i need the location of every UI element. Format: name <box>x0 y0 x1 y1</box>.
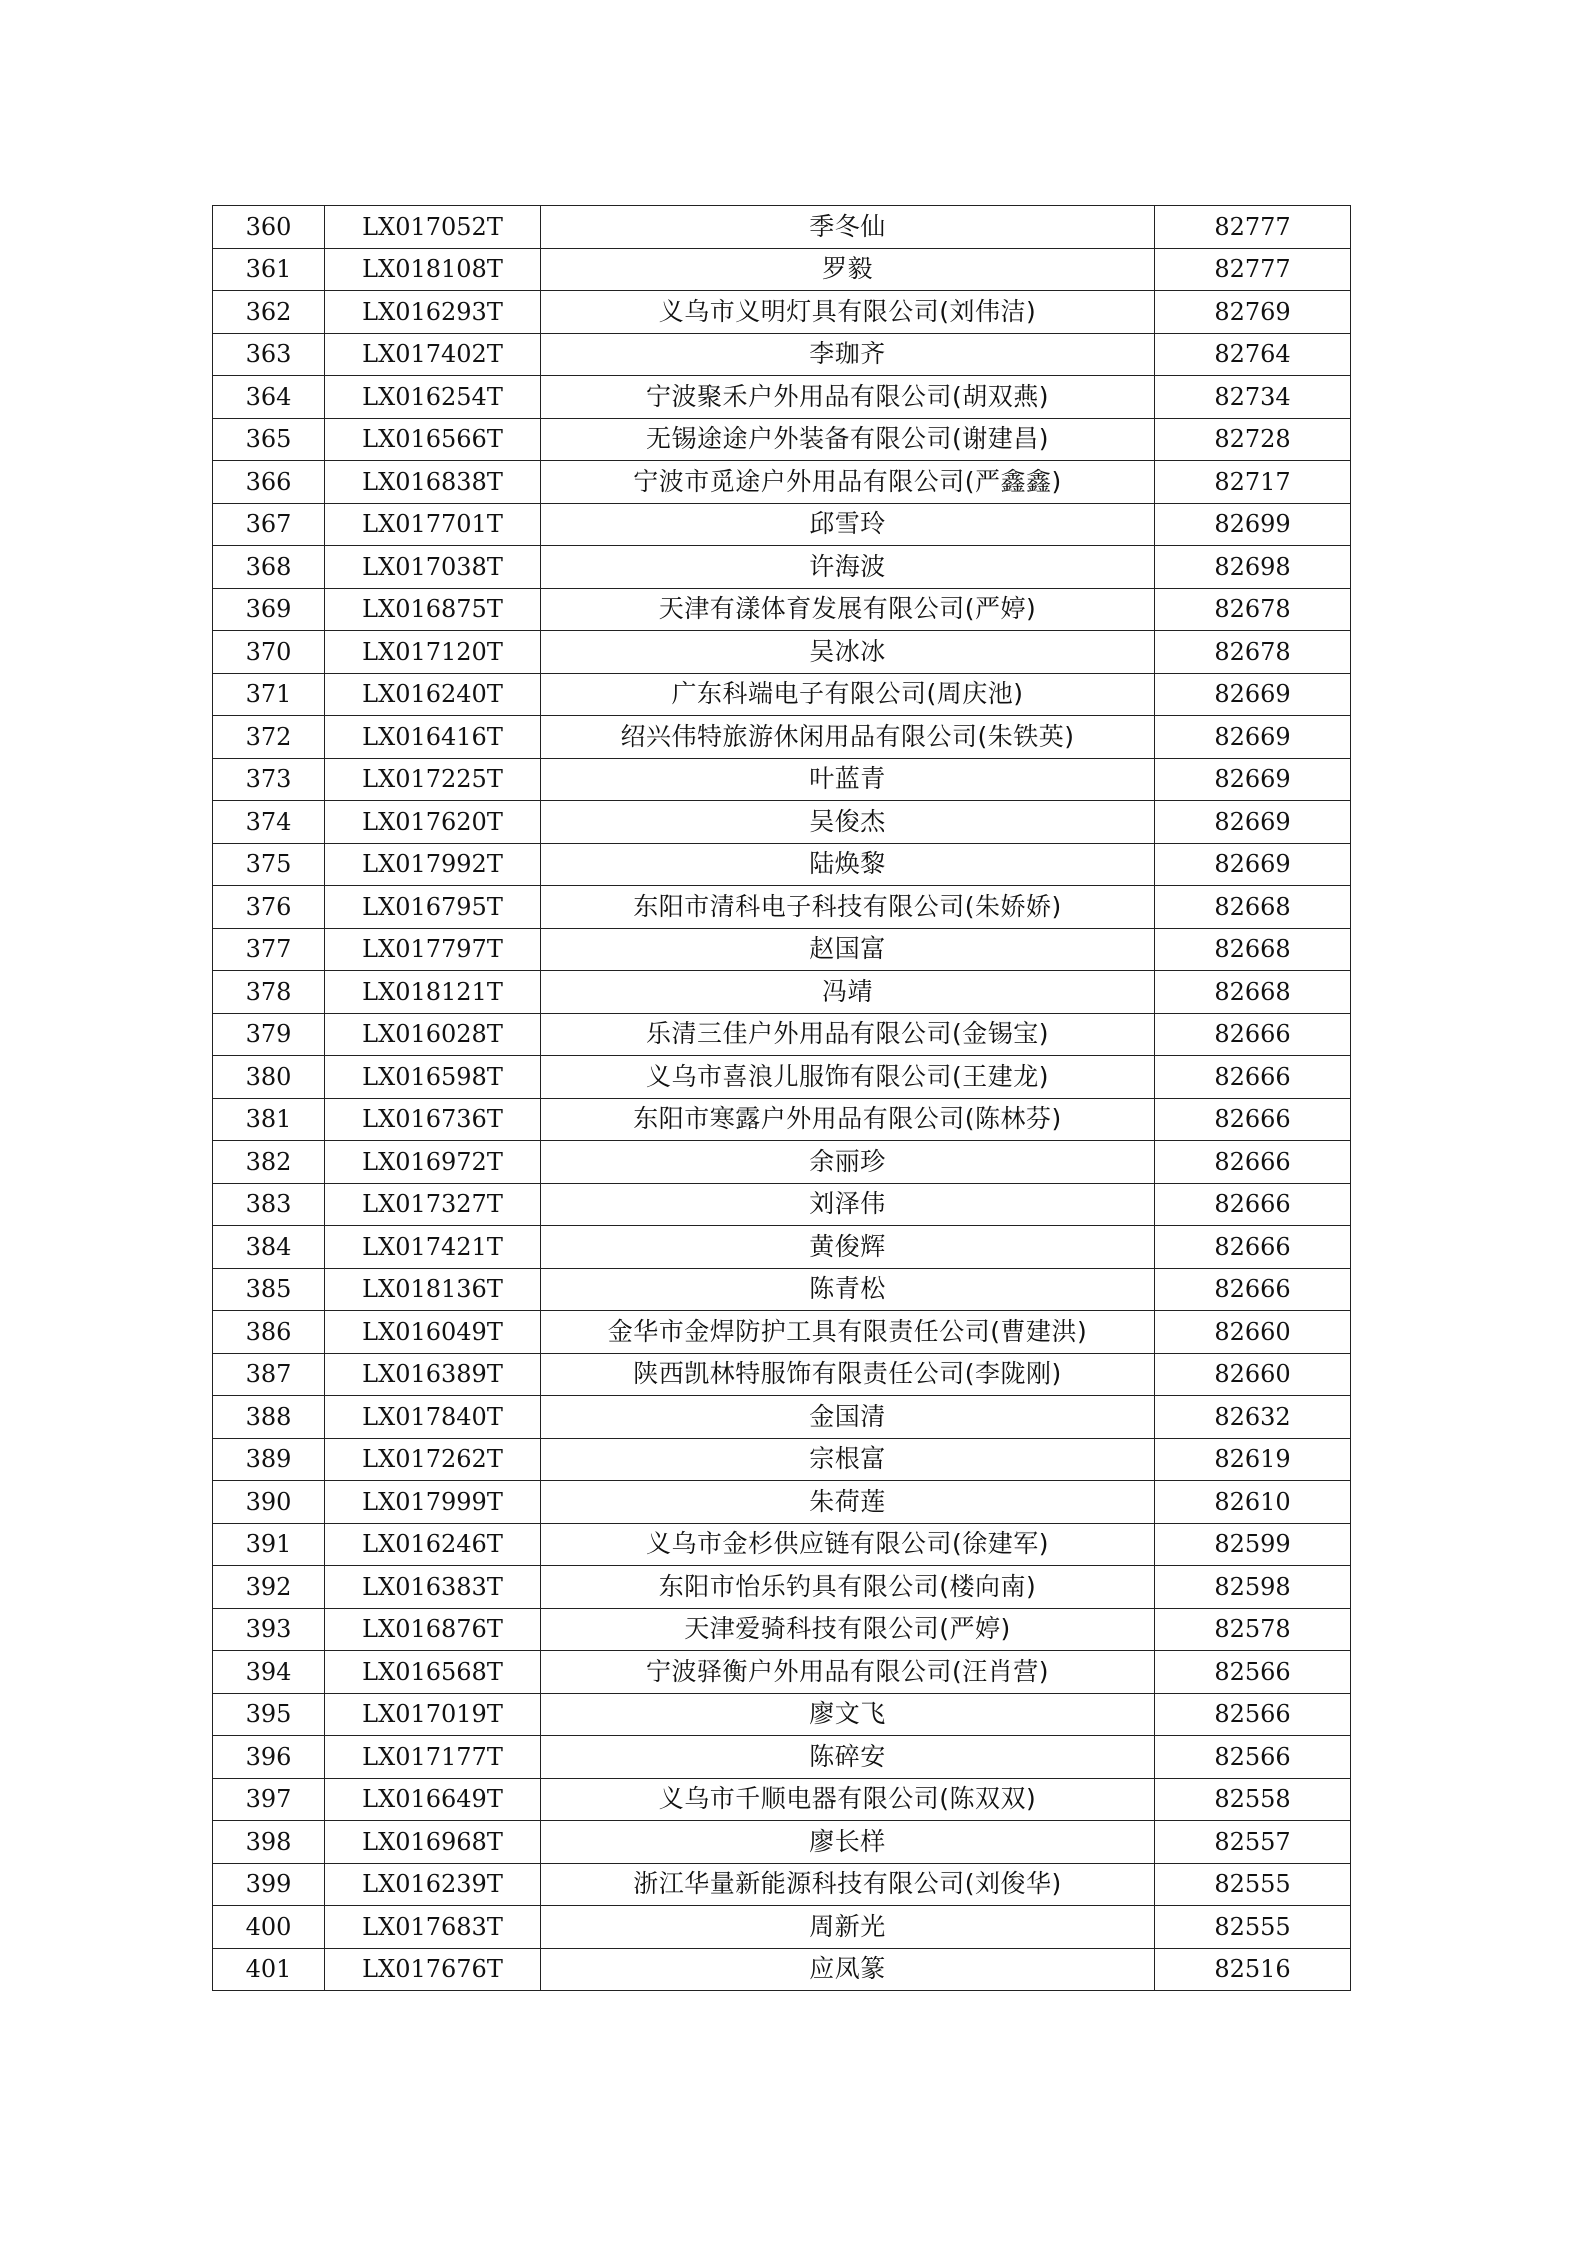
code-cell: LX017797T <box>325 928 541 971</box>
code-cell: LX017683T <box>325 1906 541 1949</box>
name-cell: 无锡途途户外装备有限公司(谢建昌) <box>541 418 1155 461</box>
table-row <box>213 1183 1351 1226</box>
table-row <box>213 1566 1351 1609</box>
code-cell: LX017262T <box>325 1438 541 1481</box>
rank-cell: 398 <box>213 1821 325 1864</box>
rank-cell: 362 <box>213 291 325 334</box>
code-cell: LX017701T <box>325 503 541 546</box>
code-cell: LX016383T <box>325 1566 541 1609</box>
table-row <box>213 1608 1351 1651</box>
rank-cell: 379 <box>213 1013 325 1056</box>
name-cell: 陆焕黎 <box>541 843 1155 886</box>
code-cell: LX016240T <box>325 673 541 716</box>
code-cell: LX016293T <box>325 291 541 334</box>
score-cell: 82598 <box>1155 1566 1351 1609</box>
table-row <box>213 1481 1351 1524</box>
table-row <box>213 1438 1351 1481</box>
score-cell: 82619 <box>1155 1438 1351 1481</box>
table-row <box>213 291 1351 334</box>
code-cell: LX016876T <box>325 1608 541 1651</box>
rank-cell: 389 <box>213 1438 325 1481</box>
code-cell: LX017038T <box>325 546 541 589</box>
code-cell: LX018121T <box>325 971 541 1014</box>
name-cell: 金华市金焊防护工具有限责任公司(曹建洪) <box>541 1311 1155 1354</box>
code-cell: LX016239T <box>325 1863 541 1906</box>
code-cell: LX017999T <box>325 1481 541 1524</box>
rank-cell: 361 <box>213 248 325 291</box>
score-cell: 82777 <box>1155 248 1351 291</box>
name-cell: 乐清三佳户外用品有限公司(金锡宝) <box>541 1013 1155 1056</box>
code-cell: LX017992T <box>325 843 541 886</box>
rank-cell: 376 <box>213 886 325 929</box>
score-cell: 82669 <box>1155 716 1351 759</box>
rank-cell: 387 <box>213 1353 325 1396</box>
table-row <box>213 886 1351 929</box>
code-cell: LX017052T <box>325 206 541 249</box>
table-row <box>213 546 1351 589</box>
score-cell: 82698 <box>1155 546 1351 589</box>
table-row <box>213 418 1351 461</box>
rank-cell: 371 <box>213 673 325 716</box>
name-cell: 廖长样 <box>541 1821 1155 1864</box>
score-cell: 82610 <box>1155 1481 1351 1524</box>
name-cell: 天津有漾体育发展有限公司(严婷) <box>541 588 1155 631</box>
score-cell: 82666 <box>1155 1056 1351 1099</box>
code-cell: LX016649T <box>325 1778 541 1821</box>
name-cell: 宗根富 <box>541 1438 1155 1481</box>
table-row <box>213 1948 1351 1991</box>
rank-cell: 378 <box>213 971 325 1014</box>
table-row <box>213 1056 1351 1099</box>
rank-cell: 369 <box>213 588 325 631</box>
name-cell: 陈碎安 <box>541 1736 1155 1779</box>
table-row <box>213 461 1351 504</box>
score-cell: 82699 <box>1155 503 1351 546</box>
name-cell: 陕西凯林特服饰有限责任公司(李陇刚) <box>541 1353 1155 1396</box>
score-cell: 82555 <box>1155 1906 1351 1949</box>
table-row <box>213 1693 1351 1736</box>
rank-cell: 365 <box>213 418 325 461</box>
name-cell: 东阳市清科电子科技有限公司(朱娇娇) <box>541 886 1155 929</box>
score-cell: 82666 <box>1155 1268 1351 1311</box>
rank-cell: 363 <box>213 333 325 376</box>
table-row <box>213 971 1351 1014</box>
table-row <box>213 376 1351 419</box>
name-cell: 吴冰冰 <box>541 631 1155 674</box>
rank-cell: 370 <box>213 631 325 674</box>
name-cell: 宁波聚禾户外用品有限公司(胡双燕) <box>541 376 1155 419</box>
table-row <box>213 673 1351 716</box>
rank-cell: 375 <box>213 843 325 886</box>
score-cell: 82669 <box>1155 758 1351 801</box>
score-cell: 82764 <box>1155 333 1351 376</box>
code-cell: LX017840T <box>325 1396 541 1439</box>
table-row <box>213 333 1351 376</box>
score-cell: 82668 <box>1155 886 1351 929</box>
rank-cell: 381 <box>213 1098 325 1141</box>
name-cell: 东阳市寒露户外用品有限公司(陈林芬) <box>541 1098 1155 1141</box>
name-cell: 冯靖 <box>541 971 1155 1014</box>
name-cell: 叶蓝青 <box>541 758 1155 801</box>
score-cell: 82728 <box>1155 418 1351 461</box>
score-cell: 82566 <box>1155 1693 1351 1736</box>
table-row <box>213 1651 1351 1694</box>
name-cell: 季冬仙 <box>541 206 1155 249</box>
name-cell: 义乌市千顺电器有限公司(陈双双) <box>541 1778 1155 1821</box>
code-cell: LX016598T <box>325 1056 541 1099</box>
score-cell: 82669 <box>1155 673 1351 716</box>
table-row <box>213 758 1351 801</box>
table-row <box>213 1778 1351 1821</box>
rank-cell: 393 <box>213 1608 325 1651</box>
rank-cell: 390 <box>213 1481 325 1524</box>
code-cell: LX016972T <box>325 1141 541 1184</box>
score-cell: 82668 <box>1155 928 1351 971</box>
table-row <box>213 843 1351 886</box>
rank-cell: 383 <box>213 1183 325 1226</box>
table-row <box>213 248 1351 291</box>
name-cell: 浙江华量新能源科技有限公司(刘俊华) <box>541 1863 1155 1906</box>
name-cell: 赵国富 <box>541 928 1155 971</box>
rank-cell: 368 <box>213 546 325 589</box>
name-cell: 东阳市怡乐钓具有限公司(楼向南) <box>541 1566 1155 1609</box>
name-cell: 李珈齐 <box>541 333 1155 376</box>
code-cell: LX017019T <box>325 1693 541 1736</box>
table-row <box>213 1311 1351 1354</box>
score-cell: 82599 <box>1155 1523 1351 1566</box>
rank-cell: 374 <box>213 801 325 844</box>
table-row <box>213 1268 1351 1311</box>
score-cell: 82668 <box>1155 971 1351 1014</box>
table-row <box>213 588 1351 631</box>
rank-cell: 396 <box>213 1736 325 1779</box>
score-cell: 82666 <box>1155 1226 1351 1269</box>
rank-cell: 367 <box>213 503 325 546</box>
rank-cell: 391 <box>213 1523 325 1566</box>
table-row <box>213 928 1351 971</box>
table-row <box>213 1396 1351 1439</box>
code-cell: LX016389T <box>325 1353 541 1396</box>
score-cell: 82558 <box>1155 1778 1351 1821</box>
table-row <box>213 1523 1351 1566</box>
table-row <box>213 631 1351 674</box>
rank-cell: 384 <box>213 1226 325 1269</box>
name-cell: 廖文飞 <box>541 1693 1155 1736</box>
name-cell: 义乌市喜浪儿服饰有限公司(王建龙) <box>541 1056 1155 1099</box>
code-cell: LX017120T <box>325 631 541 674</box>
name-cell: 朱荷莲 <box>541 1481 1155 1524</box>
code-cell: LX016875T <box>325 588 541 631</box>
rank-cell: 366 <box>213 461 325 504</box>
score-cell: 82632 <box>1155 1396 1351 1439</box>
table-row <box>213 716 1351 759</box>
name-cell: 邱雪玲 <box>541 503 1155 546</box>
score-cell: 82734 <box>1155 376 1351 419</box>
table-row <box>213 1141 1351 1184</box>
code-cell: LX016968T <box>325 1821 541 1864</box>
score-cell: 82669 <box>1155 843 1351 886</box>
results-table <box>212 205 1351 1991</box>
rank-cell: 360 <box>213 206 325 249</box>
code-cell: LX016568T <box>325 1651 541 1694</box>
rank-cell: 382 <box>213 1141 325 1184</box>
rank-cell: 386 <box>213 1311 325 1354</box>
code-cell: LX016028T <box>325 1013 541 1056</box>
table-row <box>213 206 1351 249</box>
rank-cell: 395 <box>213 1693 325 1736</box>
rank-cell: 397 <box>213 1778 325 1821</box>
name-cell: 义乌市金杉供应链有限公司(徐建军) <box>541 1523 1155 1566</box>
code-cell: LX017177T <box>325 1736 541 1779</box>
code-cell: LX016566T <box>325 418 541 461</box>
table-row <box>213 801 1351 844</box>
name-cell: 应凤篆 <box>541 1948 1155 1991</box>
score-cell: 82678 <box>1155 631 1351 674</box>
score-cell: 82557 <box>1155 1821 1351 1864</box>
code-cell: LX016246T <box>325 1523 541 1566</box>
name-cell: 余丽珍 <box>541 1141 1155 1184</box>
score-cell: 82666 <box>1155 1183 1351 1226</box>
score-cell: 82660 <box>1155 1353 1351 1396</box>
rank-cell: 394 <box>213 1651 325 1694</box>
score-cell: 82666 <box>1155 1141 1351 1184</box>
table-row <box>213 1821 1351 1864</box>
code-cell: LX017327T <box>325 1183 541 1226</box>
code-cell: LX018108T <box>325 248 541 291</box>
score-cell: 82516 <box>1155 1948 1351 1991</box>
name-cell: 义乌市义明灯具有限公司(刘伟洁) <box>541 291 1155 334</box>
name-cell: 宁波驿衡户外用品有限公司(汪肖营) <box>541 1651 1155 1694</box>
table-row <box>213 1736 1351 1779</box>
rank-cell: 373 <box>213 758 325 801</box>
table-row <box>213 1013 1351 1056</box>
name-cell: 周新光 <box>541 1906 1155 1949</box>
results-table-body <box>213 206 1351 1991</box>
score-cell: 82578 <box>1155 1608 1351 1651</box>
name-cell: 金国清 <box>541 1396 1155 1439</box>
rank-cell: 388 <box>213 1396 325 1439</box>
table-row <box>213 1098 1351 1141</box>
rank-cell: 372 <box>213 716 325 759</box>
score-cell: 82666 <box>1155 1013 1351 1056</box>
code-cell: LX017421T <box>325 1226 541 1269</box>
score-cell: 82555 <box>1155 1863 1351 1906</box>
name-cell: 吴俊杰 <box>541 801 1155 844</box>
score-cell: 82666 <box>1155 1098 1351 1141</box>
score-cell: 82566 <box>1155 1736 1351 1779</box>
score-cell: 82669 <box>1155 801 1351 844</box>
code-cell: LX017225T <box>325 758 541 801</box>
table-row <box>213 1863 1351 1906</box>
rank-cell: 385 <box>213 1268 325 1311</box>
score-cell: 82717 <box>1155 461 1351 504</box>
code-cell: LX016416T <box>325 716 541 759</box>
code-cell: LX017620T <box>325 801 541 844</box>
rank-cell: 399 <box>213 1863 325 1906</box>
name-cell: 罗毅 <box>541 248 1155 291</box>
table-row <box>213 1226 1351 1269</box>
name-cell: 宁波市觅途户外用品有限公司(严鑫鑫) <box>541 461 1155 504</box>
score-cell: 82769 <box>1155 291 1351 334</box>
name-cell: 许海波 <box>541 546 1155 589</box>
name-cell: 黄俊辉 <box>541 1226 1155 1269</box>
code-cell: LX017676T <box>325 1948 541 1991</box>
rank-cell: 400 <box>213 1906 325 1949</box>
name-cell: 绍兴伟特旅游休闲用品有限公司(朱铁英) <box>541 716 1155 759</box>
rank-cell: 377 <box>213 928 325 971</box>
score-cell: 82566 <box>1155 1651 1351 1694</box>
score-cell: 82777 <box>1155 206 1351 249</box>
code-cell: LX016838T <box>325 461 541 504</box>
table-row <box>213 1906 1351 1949</box>
rank-cell: 364 <box>213 376 325 419</box>
name-cell: 天津爱骑科技有限公司(严婷) <box>541 1608 1155 1651</box>
rank-cell: 380 <box>213 1056 325 1099</box>
code-cell: LX017402T <box>325 333 541 376</box>
score-cell: 82678 <box>1155 588 1351 631</box>
code-cell: LX016049T <box>325 1311 541 1354</box>
code-cell: LX016736T <box>325 1098 541 1141</box>
name-cell: 广东科端电子有限公司(周庆池) <box>541 673 1155 716</box>
name-cell: 刘泽伟 <box>541 1183 1155 1226</box>
code-cell: LX018136T <box>325 1268 541 1311</box>
code-cell: LX016795T <box>325 886 541 929</box>
name-cell: 陈青松 <box>541 1268 1155 1311</box>
table-row <box>213 503 1351 546</box>
score-cell: 82660 <box>1155 1311 1351 1354</box>
rank-cell: 392 <box>213 1566 325 1609</box>
rank-cell: 401 <box>213 1948 325 1991</box>
table-row <box>213 1353 1351 1396</box>
code-cell: LX016254T <box>325 376 541 419</box>
